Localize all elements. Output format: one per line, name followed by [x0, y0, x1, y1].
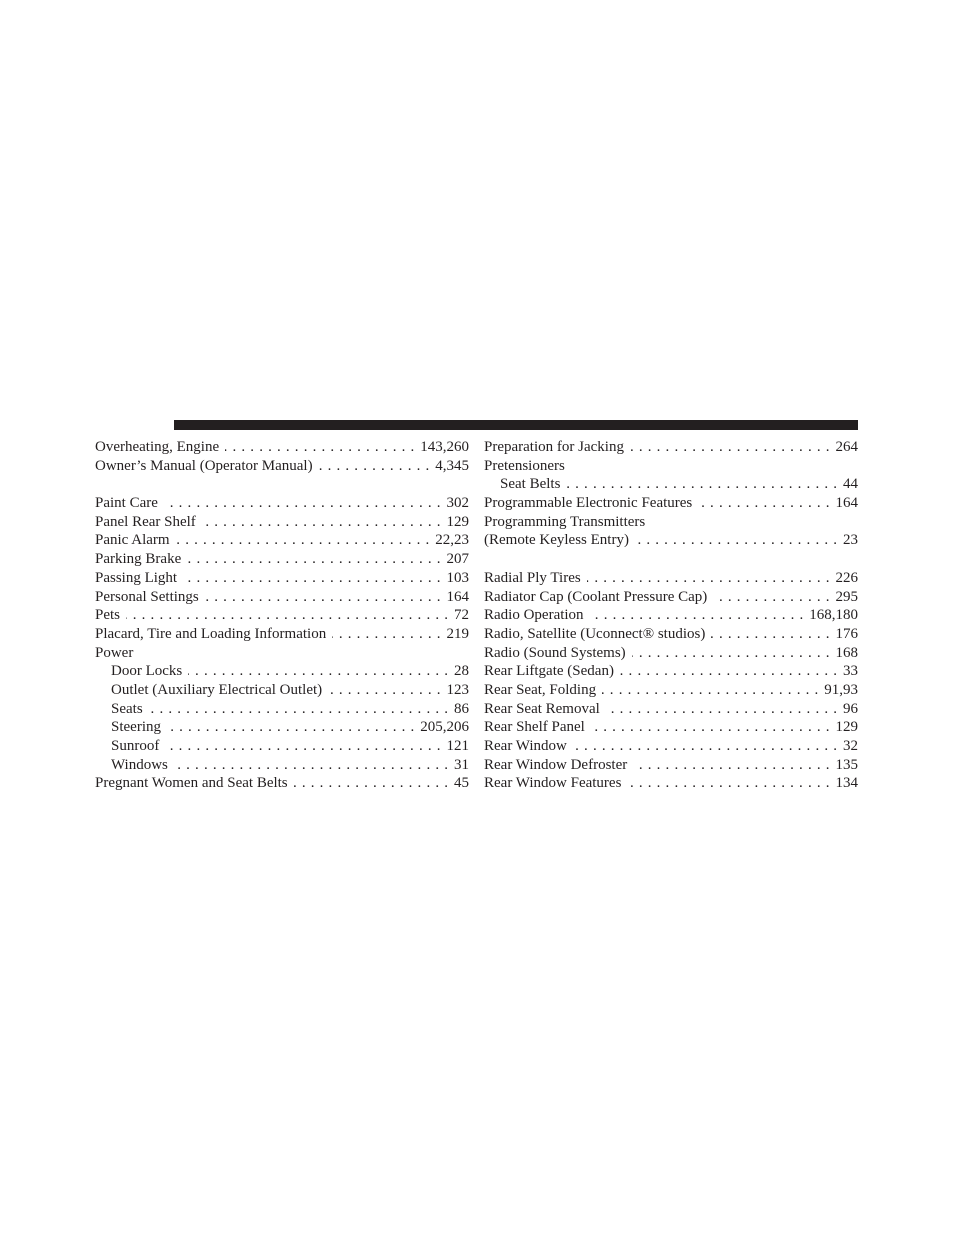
index-subentry [95, 737, 469, 756]
index-entry [95, 457, 469, 476]
entry-page: 23 [843, 532, 858, 549]
entry-page: 31 [454, 756, 469, 773]
index-column-left [95, 438, 469, 793]
index-entry [95, 494, 469, 513]
index-entry [484, 625, 858, 644]
dot-leader [176, 531, 430, 550]
entry-label: Rear Window Defroster [484, 756, 628, 773]
entry-page: 33 [843, 663, 858, 680]
entry-page: 91,93 [824, 681, 858, 698]
index-entry [95, 550, 469, 569]
dot-leader [606, 700, 837, 719]
dot-leader [713, 588, 829, 607]
entry-label: Sunroof [111, 738, 160, 754]
entry-label: Door Locks [111, 663, 183, 680]
index-subentry [95, 662, 469, 681]
entry-page: 123 [446, 681, 469, 698]
entry-label: Pets [95, 607, 121, 624]
entry-page: 302 [446, 495, 469, 512]
index-entry [484, 531, 858, 550]
index-entry [95, 625, 469, 644]
entry-label: Windows [111, 756, 168, 773]
entry-label: Passing Light [95, 569, 178, 586]
entry-page: 28 [454, 663, 469, 680]
entry-page: 264 [835, 439, 858, 455]
dot-leader [183, 569, 440, 588]
entry-label: Outlet (Auxiliary Electrical Outlet) [111, 681, 323, 698]
dot-leader [635, 531, 837, 550]
section-gap [95, 475, 469, 494]
dot-leader [573, 737, 837, 756]
entry-label: Rear Window Features [484, 775, 622, 792]
entry-label: Rear Shelf Panel [484, 719, 585, 736]
dot-leader [328, 681, 440, 700]
dot-leader [319, 457, 430, 476]
index-entry [484, 494, 858, 513]
entry-label: Paint Care [95, 495, 158, 512]
section-gap [484, 550, 858, 569]
entry-label: Panic Alarm [95, 532, 170, 549]
dot-leader [225, 438, 414, 457]
dot-leader [149, 700, 448, 719]
entry-page: 226 [835, 569, 858, 586]
index-subentry [95, 700, 469, 719]
dot-leader [332, 625, 440, 644]
entry-page: 129 [835, 719, 858, 736]
entry-label: Seat Belts [500, 476, 561, 493]
dot-leader [174, 756, 448, 775]
entry-label: Rear Seat, Folding [484, 681, 597, 698]
dot-leader [633, 756, 829, 775]
entry-page: 295 [835, 588, 858, 605]
index-heading [95, 644, 469, 663]
index-entry [484, 681, 858, 700]
entry-label: Steering [111, 719, 161, 736]
index-entry [484, 606, 858, 625]
entry-label: Radiator Cap (Coolant Pressure Cap) [484, 588, 708, 605]
entry-label: Panel Rear Shelf [95, 513, 196, 530]
index-entry [484, 774, 858, 793]
entry-label: Radio (Sound Systems) [484, 644, 626, 661]
entry-page: 164 [835, 495, 858, 512]
dot-leader [202, 513, 441, 532]
entry-page: 72 [454, 607, 469, 624]
dot-leader [620, 662, 837, 681]
dot-leader [566, 475, 837, 494]
entry-label: Pregnant Women and Seat Belts [95, 775, 288, 792]
index-entry [484, 569, 858, 588]
entry-label: Programmable Electronic Features [484, 495, 693, 512]
index-entry [484, 737, 858, 756]
dot-leader [698, 494, 829, 513]
entry-label: Rear Seat Removal [484, 700, 600, 717]
index-entry [95, 588, 469, 607]
entry-label: Seats [111, 700, 143, 717]
index-entry [95, 531, 469, 550]
entry-label: Radio, Satellite (Uconnect® studios) [484, 625, 706, 642]
dot-leader [711, 625, 829, 644]
entry-page: 44 [843, 476, 858, 493]
entry-label: Rear Window [484, 738, 567, 754]
dot-leader [294, 774, 448, 793]
entry-label: Overheating, Engine [95, 439, 220, 455]
index-entry [95, 606, 469, 625]
index-subentry [484, 475, 858, 494]
dot-leader [167, 718, 414, 737]
index-entry [484, 588, 858, 607]
entry-page: 96 [843, 700, 858, 717]
header-rule [174, 420, 858, 430]
dot-leader [187, 550, 440, 569]
index-entry [95, 513, 469, 532]
entry-label: Pretensioners [484, 457, 565, 474]
index-subentry [95, 718, 469, 737]
index-entry [95, 569, 469, 588]
index-heading [484, 457, 858, 476]
entry-page: 121 [446, 738, 469, 754]
index-entry [484, 662, 858, 681]
entry-label: Owner’s Manual (Operator Manual) [95, 457, 313, 474]
dot-leader [590, 606, 804, 625]
entry-label: Radial Ply Tires [484, 569, 581, 586]
index-column-right [484, 438, 858, 793]
index-entry [484, 756, 858, 775]
entry-label: Rear Liftgate (Sedan) [484, 663, 614, 680]
entry-page: 205,206 [420, 719, 469, 736]
entry-label: Programming Transmitters [484, 513, 646, 530]
index-entry [484, 438, 858, 457]
dot-leader [165, 737, 440, 756]
entry-page: 164 [446, 588, 469, 605]
dot-leader [591, 718, 830, 737]
index-subentry [95, 756, 469, 775]
entry-page: 219 [446, 625, 469, 642]
entry-page: 134 [835, 775, 858, 792]
entry-label: Parking Brake [95, 551, 182, 568]
dot-leader [630, 438, 830, 457]
entry-page: 176 [835, 625, 858, 642]
index-subentry [95, 681, 469, 700]
entry-page: 168,180 [809, 607, 858, 624]
dot-leader [164, 494, 441, 513]
index-entry [95, 438, 469, 457]
dot-leader [188, 662, 448, 681]
dot-leader [587, 569, 830, 588]
index-entry [484, 718, 858, 737]
entry-page: 32 [843, 738, 858, 754]
entry-page: 45 [454, 775, 469, 792]
index-entry [95, 774, 469, 793]
entry-page: 135 [835, 756, 858, 773]
dot-leader [632, 644, 830, 663]
dot-leader [627, 774, 829, 793]
dot-leader [602, 681, 818, 700]
entry-page: 4,345 [435, 457, 469, 474]
entry-page: 103 [446, 569, 469, 586]
entry-page: 168 [835, 644, 858, 661]
dot-leader [205, 588, 441, 607]
dot-leader [126, 606, 448, 625]
index-entry [484, 700, 858, 719]
entry-label: Radio Operation [484, 607, 584, 624]
entry-page: 86 [454, 700, 469, 717]
entry-page: 143,260 [420, 439, 469, 455]
entry-label: Preparation for Jacking [484, 439, 624, 455]
entry-label: (Remote Keyless Entry) [484, 532, 629, 549]
entry-page: 129 [446, 513, 469, 530]
entry-label: Personal Settings [95, 588, 199, 605]
index-entry [484, 644, 858, 663]
entry-label: Power [95, 644, 134, 661]
entry-page: 22,23 [435, 532, 469, 549]
entry-page: 207 [446, 551, 469, 568]
index-heading [484, 513, 858, 532]
entry-label: Placard, Tire and Loading Information [95, 625, 327, 642]
